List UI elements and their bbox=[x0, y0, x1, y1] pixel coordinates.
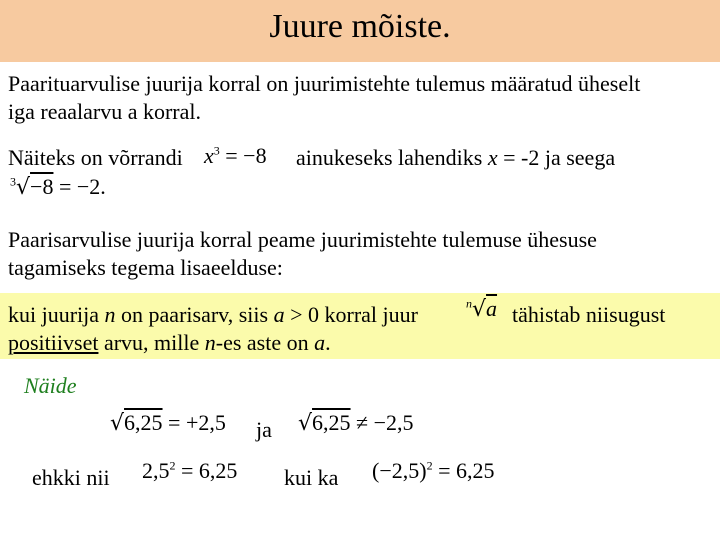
radical-sign-1: √ bbox=[16, 175, 31, 200]
formula-sqrt-1 bbox=[110, 410, 226, 436]
hl-n-2: n bbox=[204, 330, 216, 355]
nth-root-a bbox=[466, 296, 497, 322]
hl-a: a bbox=[273, 302, 285, 327]
hl-part4: tähistab niisugust bbox=[512, 302, 666, 327]
cbrt-index: 3 bbox=[10, 174, 16, 189]
highlight-line1 bbox=[8, 301, 418, 329]
example1-text-c: = -2 ja seega bbox=[503, 145, 616, 170]
f3-result: = 6,25 bbox=[181, 458, 238, 483]
example1-text-a: Näiteks on võrrandi bbox=[8, 145, 183, 170]
eq1-rhs: = −8 bbox=[225, 143, 267, 168]
hl-end: . bbox=[325, 330, 331, 355]
highlight-line2 bbox=[8, 329, 331, 357]
f3-base: 2,5 bbox=[142, 458, 170, 483]
f1-radicand: 6,25 bbox=[124, 410, 163, 435]
formula-square-2 bbox=[372, 458, 494, 484]
exp-3: 3 bbox=[213, 143, 220, 158]
hl-part5: arvu, mille bbox=[103, 330, 200, 355]
root-radicand-a: a bbox=[486, 296, 498, 321]
hl-part6: -es aste on bbox=[215, 330, 309, 355]
ja-word: ja bbox=[256, 417, 272, 442]
f3-exp: 2 bbox=[169, 458, 176, 473]
para1-line1: Paarituarvulise juurija korral on juurimistehte tulemus määratud üheselt bbox=[8, 71, 641, 96]
para2-line2: tagamiseks tegema lisaeelduse: bbox=[8, 255, 283, 280]
f1-result: = +2,5 bbox=[168, 410, 226, 435]
equation-cbrt bbox=[10, 174, 106, 200]
slide-title: Juure mõiste. bbox=[269, 8, 451, 45]
equation-x-cubed bbox=[204, 143, 267, 169]
formula-square-1 bbox=[142, 458, 237, 484]
cbrt-result: = −2. bbox=[58, 174, 106, 199]
radical-sign-3: √ bbox=[298, 411, 313, 436]
var-x: x bbox=[204, 143, 214, 168]
radical-sign-n: √ bbox=[472, 297, 487, 322]
f4-result: = 6,25 bbox=[438, 458, 495, 483]
hl-underlined: positiivset bbox=[8, 330, 99, 355]
hl-part3: > 0 korral juur bbox=[290, 302, 418, 327]
hl-part1: kui juurija bbox=[8, 302, 100, 327]
ehkki-text: ehkki nii bbox=[32, 465, 110, 490]
hl-part2: on paarisarv, siis bbox=[121, 302, 269, 327]
radical-sign-2: √ bbox=[110, 411, 125, 436]
hl-a-2: a bbox=[314, 330, 326, 355]
cbrt-radicand: −8 bbox=[30, 174, 54, 199]
hl-n: n bbox=[104, 302, 116, 327]
f2-radicand: 6,25 bbox=[312, 410, 351, 435]
para1-line2: iga reaalarvu a korral. bbox=[8, 99, 201, 124]
var-x-2: x bbox=[487, 145, 498, 170]
f4-exp: 2 bbox=[426, 458, 433, 473]
root-index-n: n bbox=[466, 296, 472, 311]
f4-base: (−2,5) bbox=[372, 458, 427, 483]
para2-line1: Paarisarvulise juurija korral peame juurimistehte tulemuse ühesuse bbox=[8, 227, 597, 252]
example1-text-b: ainukeseks lahendiks bbox=[296, 145, 483, 170]
formula-sqrt-2 bbox=[298, 410, 414, 436]
example1-text-b-line bbox=[296, 144, 615, 172]
f2-result: ≠ −2,5 bbox=[356, 410, 414, 435]
kui-ka-text: kui ka bbox=[284, 465, 339, 490]
naide-label: Näide bbox=[24, 373, 77, 398]
